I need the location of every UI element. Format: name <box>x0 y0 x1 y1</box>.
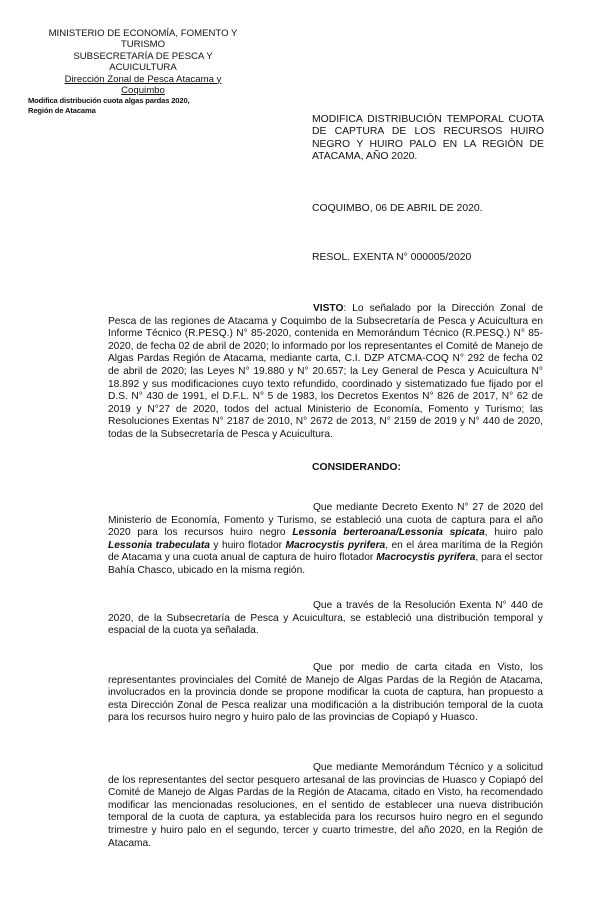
species-name: Macrocystis pyrifera <box>285 539 386 551</box>
header-note: Modifica distribución cuota algas pardas 2020, <box>28 96 190 106</box>
resolution-subject: MODIFICA DISTRIBUCIÓN TEMPORAL CUOTA DE CAPTURA DE LOS RECURSOS HUIRO NEGRO Y HUIRO PALO EN LA REGIÓN DE ATACAMA, AÑO 2020. <box>312 114 544 163</box>
considerando-heading: CONSIDERANDO: <box>312 462 401 473</box>
resolution-date: COQUIMBO, 06 DE ABRIL DE 2020. <box>312 203 483 214</box>
considerando-paragraph-3: Que por medio de carta citada en Visto, los representantes provinciales del Comité de Manejo de Algas Pardas de la Región de Atacama, involucrados en la provincia donde se propone modificar la cuota de captura, han propuesto a esta Dirección Zonal de Pesca realizar una modificación a la distribución temporal de la cuota para los recursos huiro negro y huiro palo de las provincias de Copiapó y Huasco. <box>108 662 543 724</box>
ministry-line: MINISTERIO DE ECONOMÍA, FOMENTO Y <box>48 28 238 39</box>
considerando-paragraph-2: Que a través de la Resolución Exenta N° 440 de 2020, de la Subsecretaría de Pesca y Acuicultura, se estableció una distribución temporal y espacial de la cuota ya señalada. <box>108 600 543 637</box>
species-name: Lessonia trabeculata <box>108 539 210 551</box>
ministry-line: TURISMO <box>120 39 166 51</box>
visto-label: VISTO <box>313 303 344 314</box>
species-name: Lessonia berteroana/Lessonia spicata <box>292 527 485 539</box>
subsecretary-line: ACUICULTURA <box>109 62 177 74</box>
zonal-office-line: Dirección Zonal de Pesca Atacama y <box>64 73 222 85</box>
subsecretary-line: SUBSECRETARÍA DE PESCA Y <box>73 50 213 62</box>
considerando-paragraph-1: Que mediante Decreto Exento N° 27 de 2020 del Ministerio de Economía, Fomento y Turismo, se estableció una cuota de captura para el año 2020 para los recursos huiro negro Lessonia berteroana/Lessonia spicata, huiro palo Lessonia trabeculata y huiro flotador Macrocystis pyrifera, en el área marítima de la Región de Atacama y una cuota anual de captura de huiro flotador Macrocystis pyrifera, para el sector Bahía Chasco, ubicado en la misma región. <box>108 502 543 576</box>
visto-paragraph <box>108 303 543 442</box>
letterhead <box>18 28 268 115</box>
species-name: Macrocystis pyrifera <box>376 552 476 564</box>
resolution-number: RESOL. EXENTA N° 000005/2020 <box>312 252 472 263</box>
visto-text: : Lo señalado por la Dirección Zonal de Pesca de las regiones de Atacama y Coquimbo de la Subsecretaría de Pesca y Acuicultura en Informe Técnico (R.PESQ.) N° 85-2020, contenida en Memorándum Técnico (R.PESQ.) N° 85-2020, de fecha 02 de abril de 2020; lo informado por los representantes el Comité de Manejo de Algas Pardas Región de Atacama, mediante carta, C.I. DZP ATCMA-COQ N° 292 de fecha 02 de abril de 2020; las Leyes N° 19.880 y N° 20.657; la Ley General de Pesca y Acuicultura N° 18.892 y sus modificaciones cuyo texto refundido, coordinado y sistematizado fue fijado por el D.S. N° 430 de 1991, el D.F.L. N° 5 de 1983, los Decretos Exentos N° 826 de 2017, N° 62 de 2019 y N°27 de 2020, todos del actual Ministerio de Economía, Fomento y Turismo; las Resoluciones Exentas N° 2187 de 2010, N° 2672 de 2013, N° 2159 de 2019 y N° 440 de 2020, todas de la Subsecretaría de Pesca y Acuicultura. <box>108 303 543 440</box>
zonal-office-line: Coquimbo <box>121 85 165 97</box>
header-note: Región de Atacama <box>28 105 96 115</box>
considerando-paragraph-4: Que mediante Memorándum Técnico y a solicitud de los representantes del sector pesquero artesanal de las provincias de Huasco y Copiapó del Comité de Manejo de Algas Pardas de la Región de Atacama, citado en Visto, ha recomendado modificar las mencionadas resoluciones, en el sentido de establecer una nueva distribución temporal de la cuota de captura, ya establecida para los recursos huiro negro en el segundo trimestre y huiro palo en el segundo, tercer y cuarto trimestre, del año 2020, en la Región de Atacama. <box>108 762 543 849</box>
